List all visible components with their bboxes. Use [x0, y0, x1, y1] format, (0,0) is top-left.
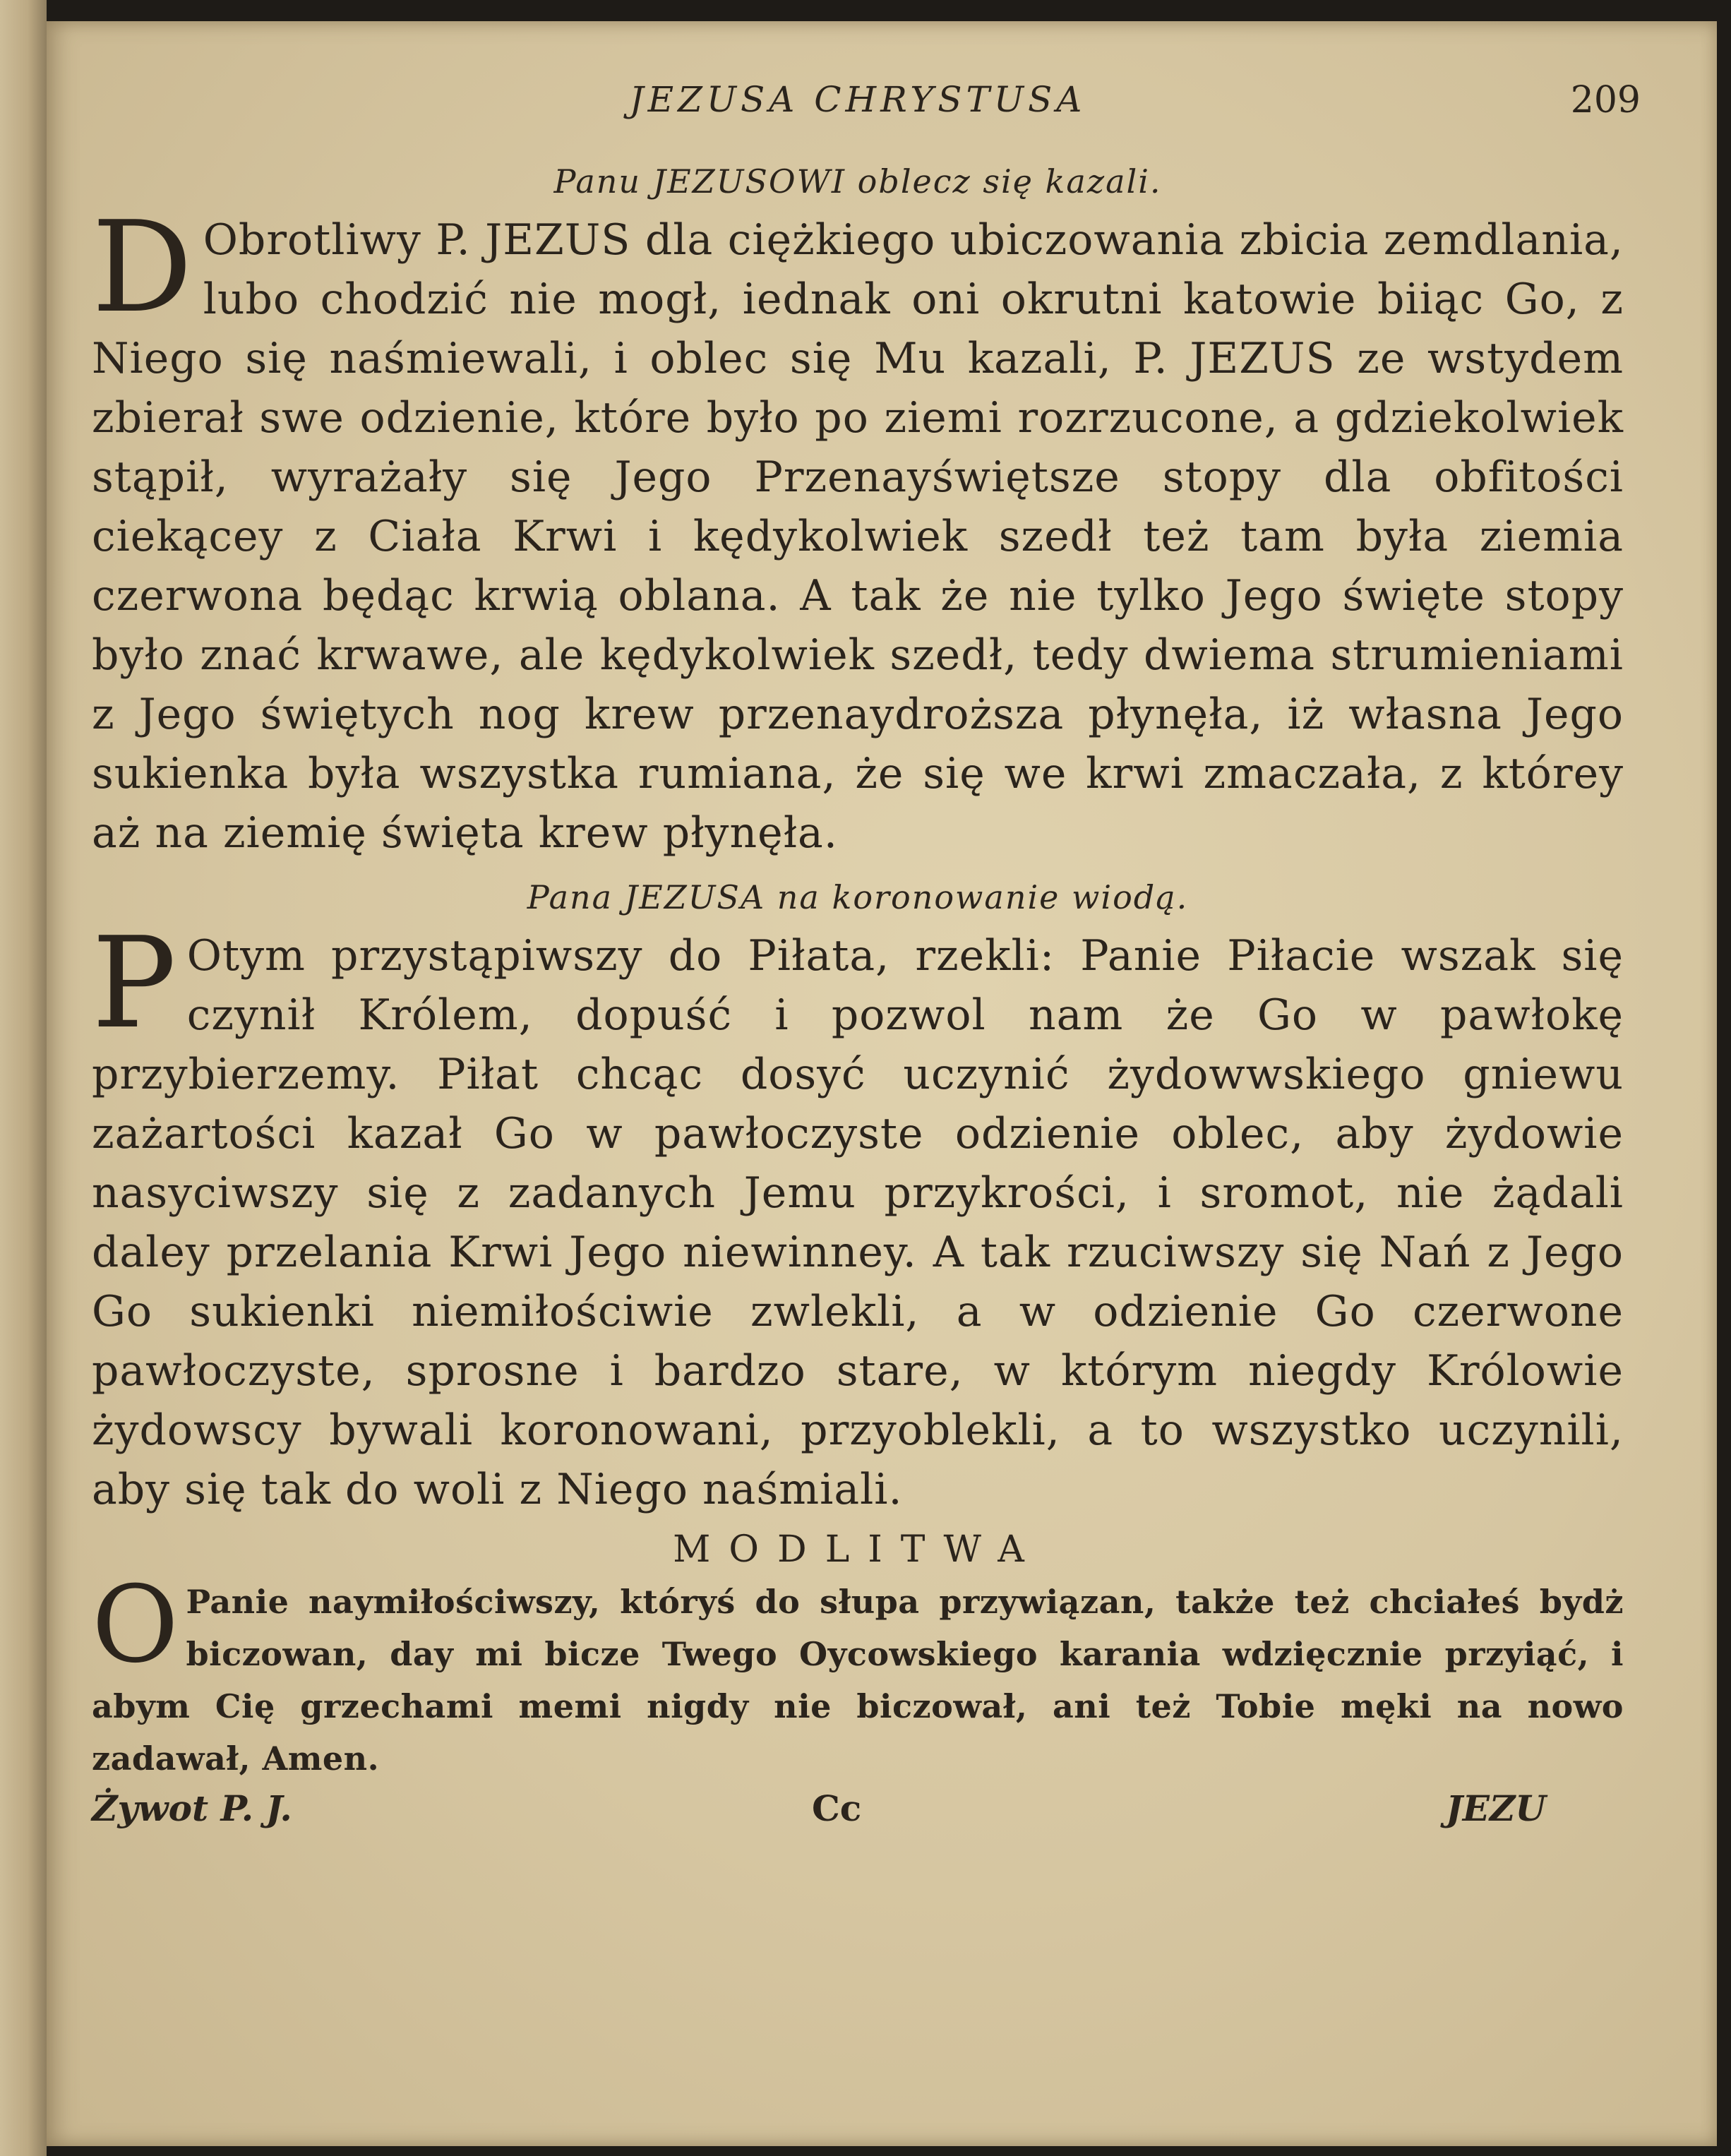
- section-text-2: Otym przystąpiwszy do Piłata, rzekli: Panie Piłacie wszak się czynił Królem, dopuść i pozwol nam że Go w pawłokę przybierzemy. Piłat chcąc dosyć uczynić żydowwskiego gniewu zażartości kazał Go w pawłoczyste odzienie oblec, aby żydowie nasyciwszy się z zadanych Jemu przykrości, i sromot, nie żądali daley przelania Krwi Jego niewinney. A tak rzuciwszy się Nań z Jego Go sukienki niemiłościwie zwlekli, a w odzienie Go czerwone pawłoczyste, sprosne i bardzo stare, w którym niegdy Królowie żydowscy bywali koronowani, przyoblekli, a to wszystko uczynili, aby się tak do woli z Niego naśmiali.: [92, 931, 1624, 1514]
- prayer-title: MODLITWA: [673, 1528, 1043, 1571]
- section-heading-1: Panu JEZUSOWI oblecz się kazali.: [553, 162, 1162, 200]
- page-footer: [92, 1787, 1624, 1844]
- page-content: [92, 79, 1641, 1844]
- running-head: [92, 79, 1641, 157]
- page-number: 209: [1570, 79, 1641, 121]
- signature-left: Żywot P. J.: [92, 1787, 292, 1829]
- drop-cap-prayer: O: [92, 1564, 179, 1687]
- signature-mark: Cc: [812, 1787, 862, 1829]
- drop-cap-1: D: [92, 194, 193, 340]
- prayer-text: Panie naymiłościwszy, któryś do słupa przywiązan, także też chciałeś bydż biczowan, day mi bicze Twego Oycowskiego karania wdzięcznie przyiąć, i abym Cię grzechami memi nigdy nie biczował, ani też Tobie męki na nowo zadawał, Amen.: [92, 1583, 1624, 1778]
- facing-page-edge: [0, 0, 47, 2156]
- book-page: [47, 21, 1717, 2146]
- section-heading-2: Pana JEZUSA na koronowanie wiodą.: [527, 878, 1189, 916]
- section-text-1: Obrotliwy P. JEZUS dla ciężkiego ubiczowania zbicia zemdlania, lubo chodzić nie mogł, iednak oni okrutni katowie biiąc Go, z Niego się naśmiewali, i oblec się Mu kazali, P. JEZUS ze wstydem zbierał swe odzienie, które było po ziemi rozrzucone, a gdziekolwiek stąpił, wyrażały się Jego Przenayświętsze stopy dla obfitości ciekącey z Ciała Krwi i kędykolwiek szedł też tam była ziemia czerwona będąc krwią oblana. A tak że nie tylko Jego święte stopy było znać krwawe, ale kędykolwiek szedł, tedy dwiema strumieniami z Jego świętych nog krew przenaydroższa płynęła, iż własna Jego sukienka była wszystka rumiana, że się we krwi zmaczała, z którey aż na ziemię święta krew płynęła.: [92, 215, 1624, 858]
- section-body-1: [92, 194, 1624, 863]
- catchword: JEZU: [1446, 1787, 1546, 1829]
- section-body-2: [92, 910, 1624, 1519]
- running-title: JEZUSA CHRYSTUSA: [629, 79, 1086, 120]
- drop-cap-2: P: [92, 910, 177, 1056]
- prayer-body: [92, 1564, 1624, 1785]
